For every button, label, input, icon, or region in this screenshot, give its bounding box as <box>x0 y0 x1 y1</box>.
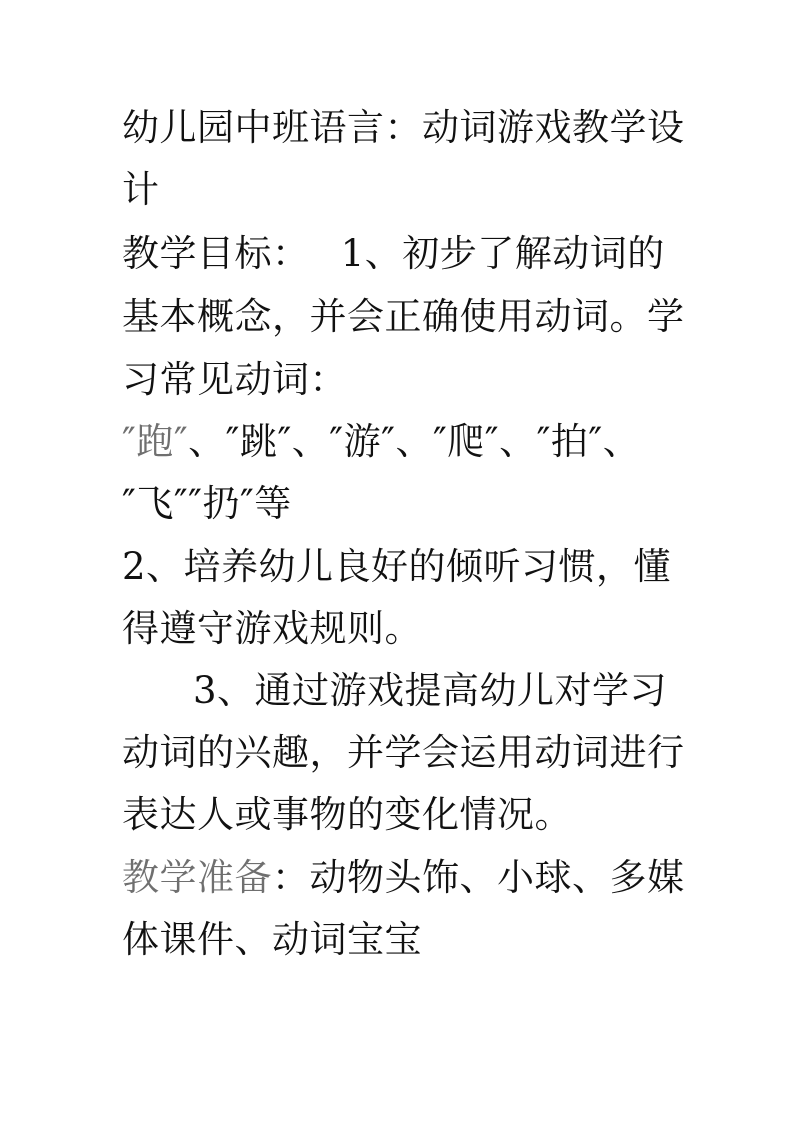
goal-2-line-2: 得遵守游戏规则。 <box>122 607 422 650</box>
verb-run: ″跑″ <box>122 420 189 463</box>
document-title-line-2: 计 <box>122 168 160 211</box>
verbs-list: 、″跳″、″游″、″爬″、″拍″、 <box>188 420 641 463</box>
verbs-line-1 <box>122 418 640 466</box>
goal-3-line-2: 动词的兴趣，并学会运用动词进行 <box>122 731 685 774</box>
teaching-goals-line-2: 基本概念，并会正确使用动词。学 <box>122 295 685 338</box>
document-title-line-1: 幼儿园中班语言：动词游戏教学设 <box>122 106 685 149</box>
preparation-line-1 <box>122 854 685 902</box>
preparation-label: 教学准备 <box>122 856 272 899</box>
preparation-items: ：动物头饰、小球、多媒 <box>272 856 685 899</box>
goal-2-line-1: 2、培养幼儿良好的倾听习惯，懂 <box>122 545 672 588</box>
preparation-line-2: 体课件、动词宝宝 <box>122 918 422 961</box>
goal-3-line-3: 表达人或事物的变化情况。 <box>122 793 572 836</box>
goal-3-line-1: 3、通过游戏提高幼儿对学习 <box>193 669 668 712</box>
teaching-goals-line-3: 习常见动词： <box>122 358 347 401</box>
teaching-goals-line-1: 教学目标： 1、初步了解动词的 <box>122 232 665 275</box>
verbs-line-2: ″飞″″扔″等 <box>122 482 292 525</box>
